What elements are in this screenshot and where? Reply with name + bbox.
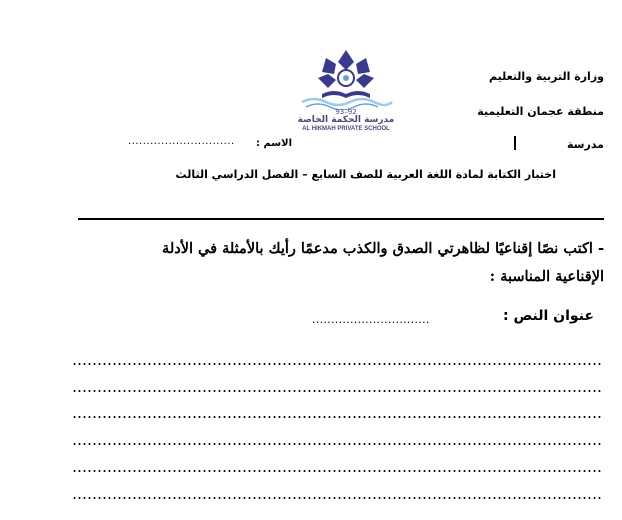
text-title-label: عنوان النص : <box>502 308 594 324</box>
text-title-field[interactable]: ............................... <box>312 313 430 326</box>
hikmah-emblem-icon <box>292 48 400 110</box>
answer-line[interactable] <box>72 468 602 474</box>
logo-name-en: AL HIKMAH PRIVATE SCHOOL <box>302 126 390 132</box>
header-divider <box>78 218 604 220</box>
school-label: مدرسة <box>567 138 604 151</box>
region-label: منطقة عجمان التعليمية <box>477 105 604 118</box>
answer-line[interactable] <box>72 361 602 367</box>
logo-name-ar: مدرسة الحكمة الخاصة <box>297 115 395 125</box>
school-logo <box>292 48 400 134</box>
name-field[interactable]: ............................. <box>128 136 235 147</box>
school-bracket <box>514 136 519 150</box>
answer-line[interactable] <box>72 388 602 394</box>
answer-line[interactable] <box>72 414 602 420</box>
logo-years: 93–92 <box>335 108 357 116</box>
question-line-1: - اكتب نصًا إقناعيًا لظاهرتي الصدق والكذب مدعمًا رأيك بالأمثلة في الأدلة <box>162 240 604 257</box>
question-line-2: الإقناعية المناسبة : <box>489 268 604 285</box>
answer-line[interactable] <box>72 441 602 447</box>
exam-title: اختبار الكتابة لمادة اللغة العربية للصف السابع – الفصل الدراسي الثالث <box>175 168 556 181</box>
ministry-label: وزارة التربية والتعليم <box>489 70 604 83</box>
name-label: الاسم : <box>255 138 292 149</box>
answer-line[interactable] <box>72 495 602 501</box>
